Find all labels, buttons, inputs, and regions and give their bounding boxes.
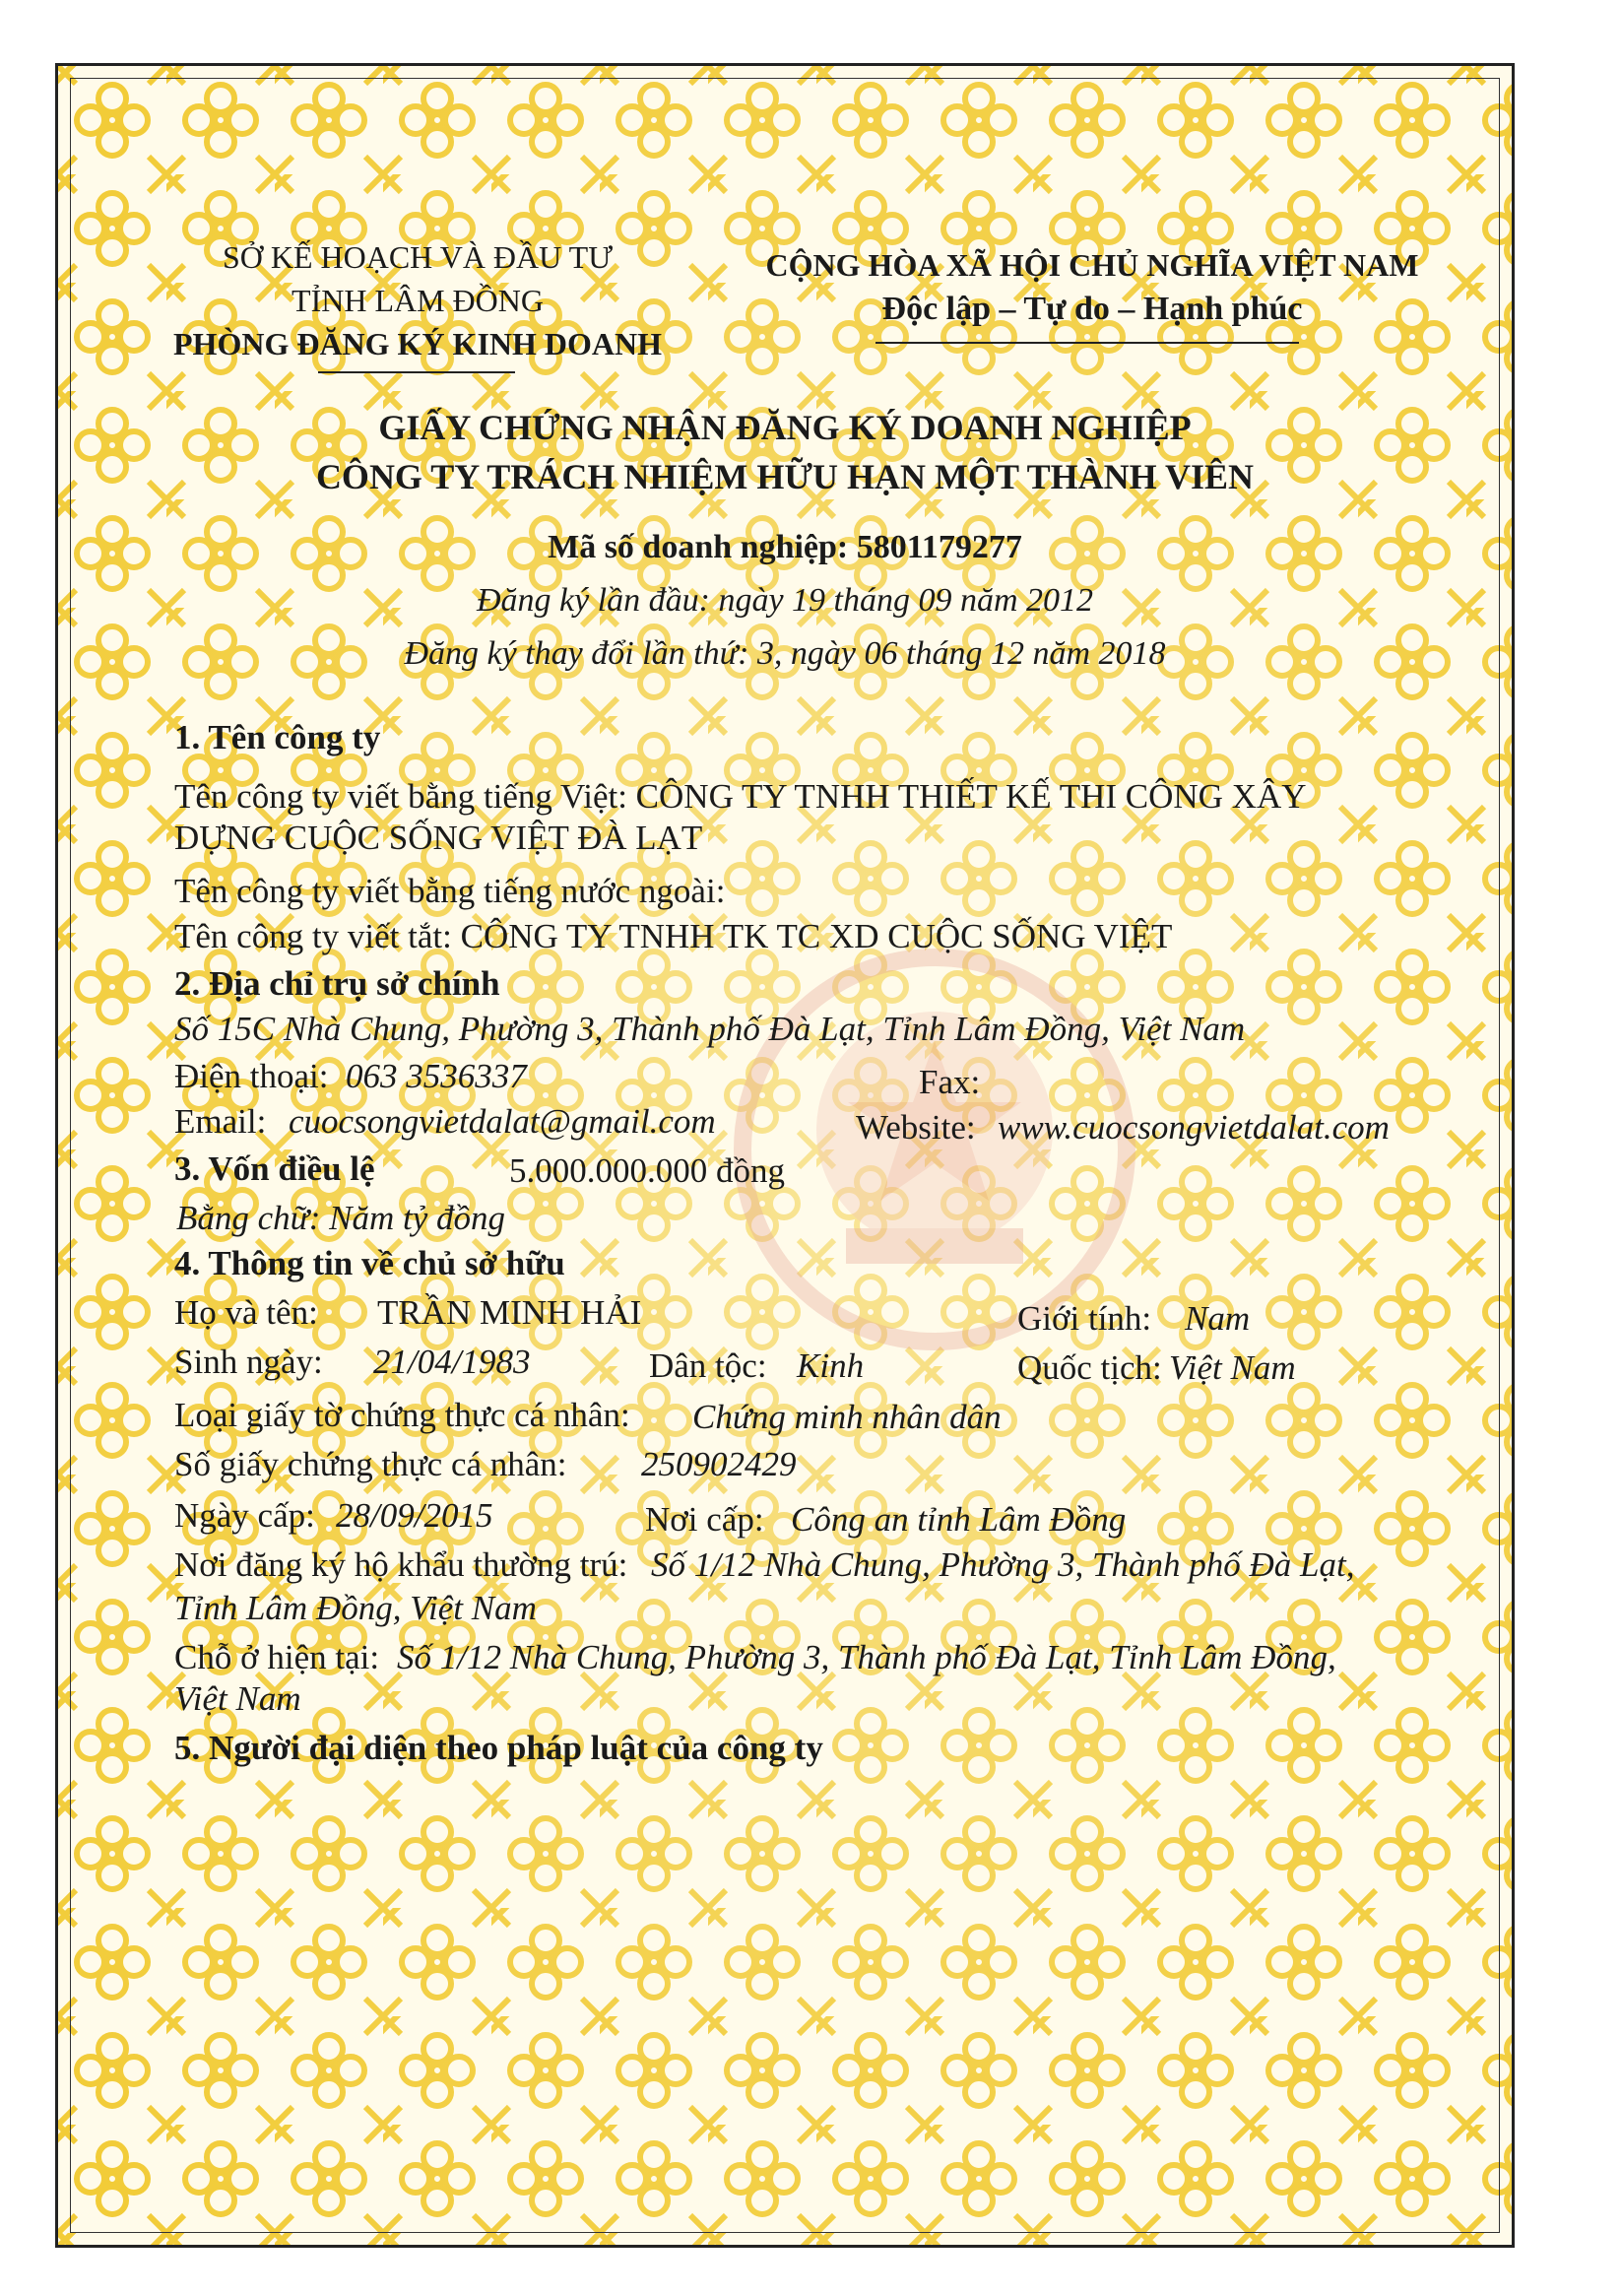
section5-heading: 5. Người đại diện theo pháp luật của công ty [174,1729,823,1767]
dob-value: 21/04/1983 [373,1343,531,1381]
capital-in-words: Bằng chữ: Năm tỷ đồng [176,1199,506,1237]
website-label: Website: [856,1108,976,1147]
foreign-name: Tên công ty viết bằng tiếng nước ngoài: [174,872,726,910]
section2-heading: 2. Địa chỉ trụ sở chính [174,964,500,1003]
motto-underline [875,342,1299,344]
id-number-value: 250902429 [641,1445,797,1483]
phone-value: 063 3536337 [346,1057,527,1095]
ethnic-label: Dân tộc: [649,1346,767,1385]
vn-name-line2: DỰNG CUỘC SỐNG VIỆT ĐÀ LẠT [174,819,703,857]
issuer-line1: SỞ KẾ HOẠCH VÀ ĐẦU TƯ [222,239,614,275]
ethnic-value: Kinh [797,1346,865,1385]
vn-name-line1: Tên công ty viết bằng tiếng Việt: CÔNG TY TNHH THIẾT KẾ THI CÔNG XÂY [174,777,1307,816]
id-type-label: Loại giấy tờ chứng thực cá nhân: [174,1396,630,1434]
email-label: Email: [174,1102,267,1141]
nationality-value: Việt Nam [1169,1348,1296,1387]
issue-place-label: Nơi cấp: [645,1500,764,1539]
current-address-line1: Số 1/12 Nhà Chung, Phường 3, Thành phố Đà Lạt, Tỉnh Lâm Đồng, [397,1638,1336,1676]
owner-name-label: Họ và tên: [174,1293,318,1332]
household-line1: Số 1/12 Nhà Chung, Phường 3, Thành phố Đà Lạt, [651,1545,1355,1584]
nationality-label: Quốc tịch: [1017,1348,1162,1387]
id-type-value: Chứng minh nhân dân [692,1398,1002,1436]
short-name: Tên công ty viết tắt: CÔNG TY TNHH TK TC XD CUỘC SỐNG VIỆT [174,917,1173,955]
certificate-frame [55,63,1515,2248]
id-number-label: Số giấy chứng thực cá nhân: [174,1445,567,1483]
issuer-underline [318,371,515,373]
owner-name: TRẦN MINH HẢI [377,1293,642,1332]
current-address-line2: Việt Nam [174,1679,301,1718]
national-title: CỘNG HÒA XÃ HỘI CHỦ NGHĨA VIỆT NAM [765,247,1419,283]
enterprise-code: Mã số doanh nghiệp: 5801179277 [548,529,1022,565]
dob-label: Sinh ngày: [174,1343,323,1381]
head-office-address: Số 15C Nhà Chung, Phường 3, Thành phố Đà Lạt, Tỉnh Lâm Đồng, Việt Nam [174,1010,1246,1048]
issue-date-value: 28/09/2015 [336,1496,493,1535]
phone-label: Điện thoại: [174,1057,329,1095]
national-motto: Độc lập – Tự do – Hạnh phúc [881,291,1303,327]
gender-value: Nam [1185,1299,1251,1338]
company-type: CÔNG TY TRÁCH NHIỆM HỮU HẠN MỘT THÀNH VIÊN [315,457,1255,496]
certificate-title: GIẤY CHỨNG NHẬN ĐĂNG KÝ DOANH NGHIỆP [378,408,1192,447]
fax-label: Fax: [919,1063,981,1101]
household-line2: Tỉnh Lâm Đồng, Việt Nam [174,1589,537,1627]
change-registration: Đăng ký thay đổi lần thứ: 3, ngày 06 tháng 12 năm 2018 [404,635,1166,672]
issue-date-label: Ngày cấp: [174,1496,315,1535]
website-value: www.cuocsongvietdalat.com [998,1108,1390,1147]
first-registration: Đăng ký lần đầu: ngày 19 tháng 09 năm 2012 [476,582,1094,619]
email-value: cuocsongvietdalat@gmail.com [289,1102,716,1141]
issuer-line2: TỈNH LÂM ĐỒNG [292,283,544,318]
section3-heading: 3. Vốn điều lệ [174,1149,375,1188]
section4-heading: 4. Thông tin về chủ sở hữu [174,1244,565,1282]
issue-place-value: Công an tỉnh Lâm Đồng [791,1500,1127,1539]
charter-capital: 5.000.000.000 đồng [509,1151,785,1190]
section1-heading: 1. Tên công ty [174,718,381,756]
household-label: Nơi đăng ký hộ khẩu thường trú: [174,1545,628,1584]
current-address-label: Chỗ ở hiện tại: [174,1638,380,1676]
gender-label: Giới tính: [1017,1299,1152,1338]
issuer-line3: PHÒNG ĐĂNG KÝ KINH DOANH [173,326,662,361]
